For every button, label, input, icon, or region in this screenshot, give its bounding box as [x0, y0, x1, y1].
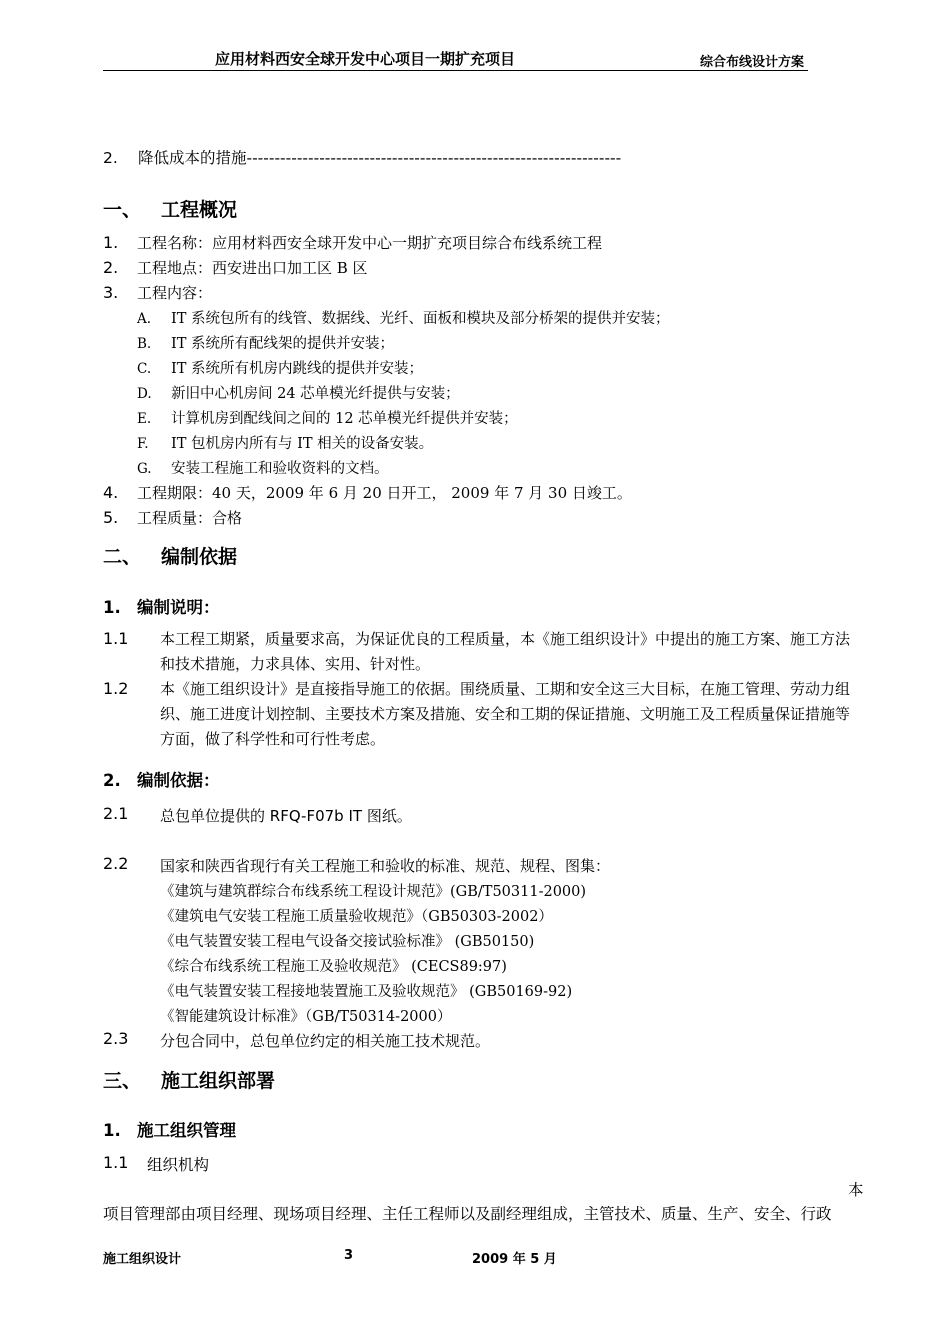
- para-1-2-text: 本《施工组织设计》是直接指导施工的依据。围绕质量、工期和安全这三大目标，在施工管理、劳动力组织、施工进度计划控制、主要技术方案及措施、安全和工期的保证措施、文明施工及工程质量保证措施等方面，做了科学性和可行性考虑。: [160, 680, 851, 748]
- standard-item: 《电气装置安装工程接地装置施工及验收规范》 (GB50169-92): [160, 984, 573, 1000]
- standard-item: 《建筑与建筑群综合布线系统工程设计规范》(GB/T50311-2000): [160, 884, 587, 900]
- footer-date: 2009 年 5 月: [472, 1252, 557, 1267]
- project-item-location: 2. 工程地点：西安进出口加工区 B 区: [103, 258, 368, 277]
- content-item-b: B. IT 系统所有配线架的提供并安装；: [137, 336, 395, 352]
- para-3-1-1-number: 1.1: [103, 1153, 129, 1172]
- subsection-2-2-heading: 2. 编制依据：: [103, 771, 220, 790]
- para-2-3-text: 分包合同中，总包单位约定的相关施工技术规范。: [160, 1032, 491, 1050]
- body-line: 项目管理部由项目经理、现场项目经理、主任工程师以及副经理组成，主管技术、质量、生产、安全、行政: [103, 1205, 832, 1223]
- para-1-2-number: 1.2: [103, 679, 129, 698]
- section-2-heading: [103, 542, 237, 569]
- section-2-number: 二、: [103, 546, 142, 568]
- section-1-title: 工程概况: [161, 199, 238, 221]
- content-item-g: G. 安装工程施工和验收资料的文档。: [137, 461, 389, 477]
- header-rule: [103, 70, 808, 71]
- para-1-1-number: 1.1: [103, 629, 129, 648]
- para-2-2-text: 国家和陕西省现行有关工程施工和验收的标准、规范、规程、图集：: [160, 857, 611, 875]
- toc-line-number: 2.: [103, 149, 118, 167]
- standard-item: 《建筑电气安装工程施工质量验收规范》（GB50303-2002）: [160, 909, 553, 925]
- content-item-e: E. 计算机房到配线间之间的 12 芯单模光纤提供并安装；: [137, 411, 518, 427]
- section-3-number: 三、: [103, 1070, 142, 1092]
- footer-page-number: 3: [344, 1248, 354, 1263]
- project-item-duration: 4. 工程期限：40 天，2009 年 6 月 20 日开工， 2009 年 7 月 30 日竣工。: [103, 483, 632, 502]
- section-3-heading: [103, 1066, 275, 1093]
- trailing-char: 本: [848, 1181, 864, 1199]
- para-1-1-text: 本工程工期紧，质量要求高，为保证优良的工程质量，本《施工组织设计》中提出的施工方案、施工方法和技术措施，力求具体、实用、针对性。: [160, 630, 851, 673]
- para-2-2-number: 2.2: [103, 854, 129, 873]
- project-item-quality: 5. 工程质量：合格: [103, 508, 243, 527]
- header-title: 应用材料西安全球开发中心项目一期扩充项目: [215, 50, 516, 68]
- standard-item: 《电气装置安装工程电气设备交接试验标准》 (GB50150): [160, 934, 535, 950]
- project-item-content: 3. 工程内容：: [103, 283, 213, 302]
- section-2-title: 编制依据: [161, 546, 238, 568]
- header-document-type: 综合布线设计方案: [700, 55, 805, 70]
- para-2-1-number: 2.1: [103, 804, 129, 823]
- section-1-heading: [103, 195, 237, 222]
- para-2-1-text: 总包单位提供的 RFQ-F07b IT 图纸。: [160, 807, 412, 825]
- standard-item: 《智能建筑设计标准》（GB/T50314-2000）: [160, 1009, 452, 1025]
- section-3-title: 施工组织部署: [161, 1070, 276, 1092]
- standard-item: 《综合布线系统工程施工及验收规范》 (CECS89:97): [160, 959, 507, 975]
- para-3-1-1-text: 组织机构: [147, 1156, 210, 1174]
- toc-line: [103, 146, 621, 168]
- toc-line-text: 降低成本的措施-------------------------------------------------------------------: [138, 149, 622, 167]
- para-2-3-number: 2.3: [103, 1029, 129, 1048]
- content-item-a: A. IT 系统包所有的线管、数据线、光纤、面板和模块及部分桥架的提供并安装；: [137, 311, 670, 327]
- content-item-f: F. IT 包机房内所有与 IT 相关的设备安装。: [137, 436, 434, 452]
- project-item-name: 1. 工程名称：应用材料西安全球开发中心一期扩充项目综合布线系统工程: [103, 233, 603, 252]
- subsection-3-1-heading: 1. 施工组织管理: [103, 1121, 236, 1140]
- section-1-number: 一、: [103, 199, 142, 221]
- content-item-d: D. 新旧中心机房间 24 芯单模光纤提供与安装；: [137, 386, 460, 402]
- subsection-2-1-heading: 1. 编制说明：: [103, 598, 220, 617]
- footer-left: 施工组织设计: [103, 1252, 182, 1267]
- content-item-c: C. IT 系统所有机房内跳线的提供并安装；: [137, 361, 424, 377]
